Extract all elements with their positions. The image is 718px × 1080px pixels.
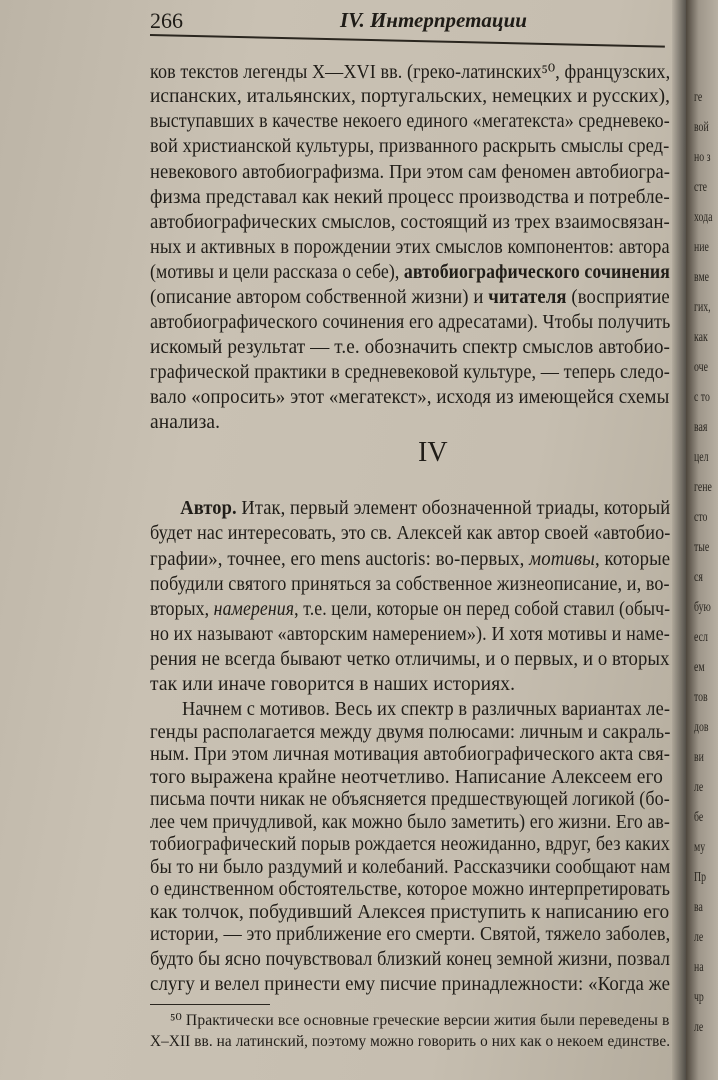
adjacent-page-fragment: оче — [694, 360, 708, 375]
adjacent-page-fragment: бую — [694, 600, 711, 615]
running-title: IV. Интерпретации — [340, 8, 527, 32]
intentions-term: намерения — [213, 599, 295, 620]
adjacent-page-fragment: на — [694, 960, 704, 975]
adjacent-page-fragment: как — [694, 330, 708, 345]
adjacent-page-fragment: но з — [694, 150, 711, 165]
page-gutter — [672, 0, 686, 1080]
adjacent-page-edge — [686, 0, 718, 1080]
adjacent-page-fragment: гих, — [694, 300, 711, 315]
adjacent-page-fragment: с то — [694, 390, 710, 405]
text-line: будет нас интересовать, это св. Алексей как автор своей «автобио- — [150, 523, 671, 544]
text-line: так или иначе говорится в наших историях. — [150, 674, 516, 695]
author-term: Автор. — [180, 498, 237, 519]
adjacent-page-fragment: ва — [694, 900, 703, 915]
text-line: рения не всегда бывают четко отличимы, и о первых, и о вторых — [150, 649, 670, 670]
text-line: невекового автобиографизма. При этом сам феномен автобиогра- — [150, 162, 671, 183]
adjacent-page-fragment: Пр — [694, 870, 706, 885]
adjacent-page-fragment: сте — [694, 180, 707, 195]
adjacent-page-fragment: хода — [694, 210, 713, 225]
bold-term: читателя — [488, 287, 567, 308]
text-line: (мотивы и цели рассказа о себе), автобиографического сочинения — [150, 262, 670, 283]
text-line: вало «опросить» этот «мегатекст», исходя из имеющейся схемы — [150, 387, 670, 408]
text-line: автобиографического сочинения его адресатами). Чтобы получить — [150, 312, 671, 333]
adjacent-page-fragment: ле — [694, 780, 704, 795]
text-span: , которые — [594, 549, 671, 570]
adjacent-page-fragment: гене — [694, 480, 712, 495]
text-span: Итак, первый элемент обозначенной триады, который — [241, 498, 671, 519]
adjacent-page-fragment: тые — [694, 540, 710, 555]
text-line: побудили святого приняться за собственное жизнеописание, и, во- — [150, 574, 670, 595]
bold-term: автобиографического сочинения — [403, 262, 670, 283]
text-line: ных и активных в порождении этих смыслов компонентов: автора — [150, 237, 670, 258]
footnote-line: X–XII вв. на латинский, поэтому можно говорить о них как о некоем единстве. — [150, 1033, 671, 1050]
text-line: анализа. — [150, 412, 221, 433]
text-line: выступавших в качестве некоего единого «мегатекста» средневеко- — [150, 111, 670, 132]
motives-term: мотивы — [529, 549, 595, 570]
adjacent-page-fragment: тов — [694, 690, 708, 705]
text-line: о единственном обстоятельстве, которое можно интерпретировать — [150, 879, 670, 900]
adjacent-page-fragment: ге — [694, 90, 703, 105]
text-line: графической практики в средневековой культуре, — теперь следо- — [150, 362, 670, 383]
adjacent-page-fragment: ле — [694, 1020, 704, 1035]
adjacent-page-fragment: есл — [694, 630, 708, 645]
adjacent-page-fragment: му — [694, 840, 706, 855]
adjacent-page-fragment: цел — [694, 450, 709, 465]
text-line — [150, 498, 670, 520]
text-line — [150, 599, 670, 621]
text-line: как толчок, побудивший Алексея приступить к написанию его — [150, 901, 670, 923]
text-line: тобиографический порыв рождается неожиданно, вдруг, без каких — [150, 834, 670, 855]
page-number: 266 — [150, 8, 183, 33]
text-span: вторых, — [150, 599, 214, 620]
adjacent-page-fragment: ся — [694, 570, 703, 585]
text-line: лее чем причудливой, как можно было заметить) его жизни. Его ав- — [150, 811, 670, 833]
adjacent-page-fragment: ле — [694, 930, 704, 945]
adjacent-page-fragment: сто — [694, 510, 708, 525]
adjacent-page-fragment: вой — [694, 120, 709, 135]
section-numeral: IV — [418, 437, 448, 468]
text-line: генды располагается между двумя полюсами: личным и сакраль- — [150, 721, 671, 743]
text-line: истории, — это приближение его смерти. Святой, тяжело заболев, — [150, 924, 671, 945]
adjacent-page-fragment: чр — [694, 990, 704, 1005]
text-line: того выражена крайне неотчетливо. Написание Алексеем его — [150, 766, 664, 788]
footnote-rule — [150, 1004, 270, 1005]
text-line: ков текстов легенды X—XVI вв. (греко-латинских⁵⁰, французских, — [150, 62, 671, 83]
footnote-line: ⁵⁰ Практически все основные греческие версии жития были переведены в — [170, 1012, 670, 1029]
text-span: графии», точнее, его mens auctoris: во-первых, — [150, 549, 530, 570]
text-line: физма представал как некий процесс производства и потребле- — [150, 187, 670, 208]
adjacent-page-fragment: дов — [694, 720, 709, 735]
text-line: ным. При этом личная мотивация автобиографического акта свя- — [150, 744, 670, 765]
adjacent-page-fragment: вая — [694, 420, 708, 435]
text-line: но их называют «авторским намерением»). И хотя мотивы и наме- — [150, 624, 670, 645]
text-line: письма почти никак не объясняется предшествующей логикой (бо- — [150, 789, 670, 810]
adjacent-page-fragment: ние — [694, 240, 709, 255]
adjacent-page-fragment: бе — [694, 810, 704, 825]
text-line: бы то ни было раздумий и колебаний. Рассказчики сообщают нам — [150, 856, 671, 878]
text-line: Начнем с мотивов. Весь их спектр в различных вариантах ле- — [182, 699, 671, 720]
adjacent-page-fragment: ем — [694, 660, 705, 675]
adjacent-page-fragment: ви — [694, 750, 704, 765]
text-line: будто бы ясно почувствовал близкий конец земной жизни, позвал — [150, 949, 671, 970]
text-line: вой христианской культуры, призванного раскрыть смыслы сред- — [150, 136, 670, 157]
adjacent-page-fragment: вме — [694, 270, 710, 285]
text-line: автобиографических смыслов, состоящий из трех взаимосвязан- — [150, 212, 670, 233]
text-line: испанских, итальянских, португальских, немецких и русских), — [150, 86, 671, 107]
text-line: (описание автором собственной жизни) и читателя (восприятие — [150, 287, 670, 308]
text-span: , т.е. цели, которые он перед собой ставил (обыч- — [294, 599, 671, 620]
text-line — [150, 549, 670, 571]
text-line: искомый результат — т.е. обозначить спектр смыслов автобио- — [150, 337, 671, 358]
text-line: слугу и велел принести ему писчие принадлежности: «Когда же — [150, 974, 671, 995]
